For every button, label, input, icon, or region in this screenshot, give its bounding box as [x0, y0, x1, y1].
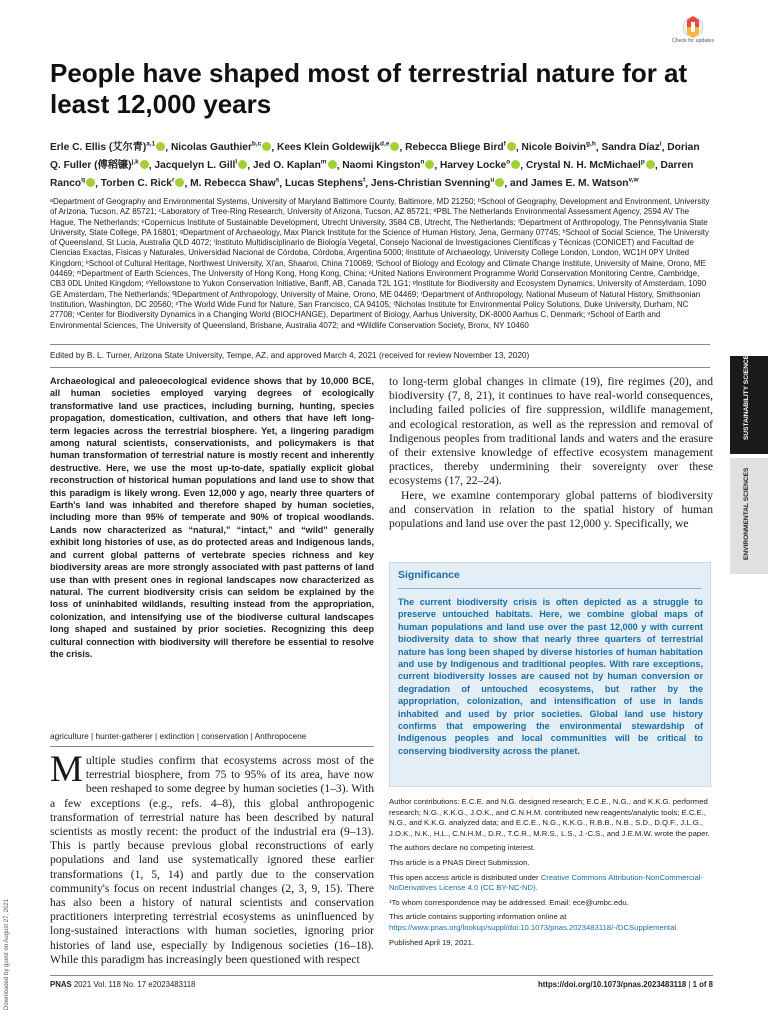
- author-affiliation-marker: o: [506, 158, 511, 166]
- divider: [50, 344, 710, 345]
- author: [101, 178, 185, 189]
- download-note: [4, 860, 14, 1020]
- author: [522, 142, 596, 153]
- orcid-icon[interactable]: [262, 142, 271, 151]
- significance-text: The current biodiversity crisis is often depicted as a struggle to preserve untouched habitats. Here, we combine global maps of human populations and land use over the past 12,000 y with current biodiversity data to show that nearly three quarters of terrestrial nature has long been shaped by diverse histories of human habitation and use by Indigenous and traditional peoples. With rare exceptions, current biodiversity losses are caused not by human conversion or degradation of untouched ecosystems, but rather by the appropriation, colonization, and intensification of use in lands inhabited and used by prior societies. Global land use history confirms that empowering the environmental stewardship of Indigenous peoples and local communities will be critical to conserving biodiversity across the planet.: [398, 597, 703, 756]
- license-note: [389, 873, 713, 894]
- author: [50, 142, 165, 153]
- author: [277, 142, 399, 153]
- author-affiliation-marker: f: [503, 141, 506, 148]
- author-contributions: Author contributions: E.C.E. and N.G. designed research; E.C.E., N.G., and K.K.G. performed research; N.G., K.K.G., J.O.K., and C.N.H.M. contributed new reagents/analytic tools; E.C.E., N.G., and K.K.G. analyzed data; and E.C.E., N.G., K.K.G., R.B.B., N.B., S.D., D.Q.F., J.L.G., J.O.K., N.K., H.L., C.N.H.M., D.R., T.C.R., M.R.S., L.S., J.-C.S., and J.E.M.W. wrote the paper.: [389, 797, 710, 838]
- author-name: Jacquelyn L. Gill: [154, 160, 236, 172]
- author-affiliation-marker: s: [275, 176, 280, 184]
- author: [510, 178, 639, 189]
- intro-paragraph: Here, we examine contemporary global patterns of biodiversity and conservation in relation to the spatial history of human populations and land use over the past 12,000 y. Specifically, we: [389, 488, 713, 531]
- orcid-icon[interactable]: [495, 178, 504, 187]
- author: [405, 142, 516, 153]
- author-name: Rebecca Bliege Bird: [405, 142, 504, 154]
- author-name: Erle C. Ellis (艾尔青): [50, 142, 147, 154]
- intro-paragraph: ultiple studies confirm that ecosystems across most of the terrestrial biosphere, from 75 to 95% of its area, have now been reshaped to some degree by human societies (1–3). With a few exceptions (e.g., refs. 4–8), this global anthropogenic transformation of terrestrial nature has been described by natural scientists as mostly recent: the product of the industrial era (9–13). This is partly because previous global reconstructions of early populations and land use systematically ignored these earlier transformations (1, 5, 14) and partly due to the conservation community's focus on recent industrial changes (2, 3, 9, 15). There has also been a history of natural scientists and conservation practitioners interpreting terrestrial ecosystems as uninfluenced by long-sustained interactions with human societies, ignoring prior histories of land use, especially by Indigenous societies (16–18). While this paradigm has increasingly been questioned with respect: [50, 754, 374, 966]
- crossmark-icon[interactable]: [673, 16, 713, 54]
- doi-link[interactable]: https://doi.org/10.1073/pnas.2023483118: [538, 980, 687, 989]
- direct-submission: This article is a PNAS Direct Submission.: [389, 857, 530, 867]
- keywords: agriculture | hunter-gatherer | extinction | conservation | Anthropocene: [50, 731, 307, 741]
- orcid-icon[interactable]: [328, 160, 337, 169]
- orcid-icon[interactable]: [156, 142, 165, 151]
- author: [154, 160, 247, 171]
- author-name: Nicole Boivin: [521, 142, 587, 154]
- author: [601, 142, 661, 153]
- author-name: Nicolas Gauthier: [170, 142, 252, 154]
- author: [253, 160, 337, 171]
- author-affiliation-marker: t: [363, 176, 366, 184]
- significance-title: Significance: [398, 569, 460, 581]
- author-name: Crystal N. H. McMichael: [525, 160, 641, 172]
- author: [190, 178, 279, 189]
- author: [371, 178, 504, 189]
- author-name: M. Rebecca Shaw: [190, 178, 276, 190]
- orcid-icon[interactable]: [390, 142, 399, 151]
- intro-paragraph: to long-term global changes in climate (19), fire regimes (20), and biodiversity (7, 8, 21), it continues to have real-world consequences, including failed policies of fire suppression, wildlife management, and ecological restoration, as well as the repression and removal of Indigenous peoples from traditional lands and waters and the erasure of their extensive knowledge of effective ecosystem management practices, thereby undermining their sovereignty over these ecosystems (17, 22–24).: [389, 375, 713, 488]
- crossmark-label: Check for updates: [671, 38, 715, 44]
- orcid-icon[interactable]: [175, 178, 184, 187]
- orcid-icon[interactable]: [425, 160, 434, 169]
- author-affiliation-marker: b,c: [251, 141, 262, 148]
- license-link[interactable]: Creative Commons Attribution-NonCommercial-NoDerivatives License 4.0 (CC BY-NC-ND).: [389, 872, 704, 893]
- download-note-text: Downloaded by guest on August 27, 2021: [4, 898, 10, 1010]
- author-affiliation-marker: u: [490, 176, 495, 184]
- author-affiliation-marker: g,h: [586, 141, 596, 148]
- author-name: Naomi Kingston: [342, 160, 421, 172]
- published-date: Published April 19, 2021.: [389, 937, 475, 947]
- section-tab-label: ENVIRONMENTAL SCIENCES: [743, 467, 750, 560]
- author: [342, 160, 434, 171]
- journal-name: PNAS: [50, 980, 72, 989]
- author-affiliation-marker: l: [235, 158, 238, 166]
- author-name: Kees Klein Goldewijk: [277, 142, 381, 154]
- author-name: Darren Ranco: [50, 160, 694, 190]
- author-affiliation-marker: j,k: [131, 158, 139, 166]
- author-name: Torben C. Rick: [100, 178, 172, 190]
- citation: 2021 Vol. 118 No. 17 e2023483118: [73, 980, 196, 989]
- supporting-info: [389, 912, 713, 933]
- author-name: Sandra Díaz: [601, 142, 660, 154]
- dropcap: M: [50, 749, 83, 790]
- author-name: Jed O. Kaplan: [252, 160, 321, 172]
- footer-citation: [50, 980, 195, 989]
- author-name: Lucas Stephens: [284, 178, 364, 190]
- orcid-icon[interactable]: [86, 178, 95, 187]
- author-affiliation-marker: d,e: [380, 141, 390, 148]
- section-tab-environmental: [730, 458, 768, 574]
- orcid-icon[interactable]: [140, 160, 149, 169]
- author-name: Dorian Q. Fuller (傅稻镰): [50, 142, 700, 172]
- license-prefix: This open access article is distributed under: [389, 872, 541, 882]
- article-title: People have shaped most of terrestrial nature for at least 12,000 years: [50, 58, 688, 119]
- author: [285, 178, 365, 189]
- si-prefix: This article contains supporting information online at: [389, 912, 567, 922]
- divider: [50, 975, 713, 976]
- abstract: Archaeological and paleoecological evidence shows that by 10,000 BCE, all human societies employed varying degrees of ecologically transformative land use practices, including burning, hunting, species propagation, domestication, cultivation, and others that have left long-term legacies across the terrestrial biosphere. Yet, a lingering paradigm among natural scientists, conservationists, and policymakers is that human transformation of terrestrial nature is mostly recent and inherently destructive. Here, we use the most up-to-date, spatially explicit global reconstruction of historical human populations and land use to show that this paradigm is likely wrong. Even 12,000 y ago, nearly three quarters of Earth's land was inhabited and therefore shaped by human societies, including more than 95% of temperate and 90% of tropical woodlands. Lands now characterized as “natural,” “intact,” and “wild” generally exhibit long histories of use, as do protected areas and Indigenous lands, and current global patterns of vertebrate species richness and key biodiversity areas are more strongly associated with past patterns of land use than with present ones in regional landscapes now characterized as natural. The current biodiversity crisis can seldom be explained by the loss of uninhabited wildlands, resulting instead from the appropriation, colonization, and intensifying use of the biodiverse cultural landscapes long shaped and sustained by prior societies. Recognizing this deep cultural connection with biodiversity will therefore be essential to resolve the crisis.: [50, 376, 374, 659]
- author-affiliation-marker: i: [659, 141, 662, 148]
- author-affiliation-marker: v,w: [628, 176, 639, 184]
- author-name: and James E. M. Watson: [510, 178, 629, 190]
- si-link[interactable]: https://www.pnas.org/lookup/suppl/doi:10.1073/pnas.2023483118/-/DCSupplemental.: [389, 922, 679, 932]
- author-name: Jens-Christian Svenning: [370, 178, 491, 190]
- author: [171, 142, 271, 153]
- orcid-icon[interactable]: [646, 160, 655, 169]
- section-tab-label: SUSTAINABILITY SCIENCE: [743, 354, 750, 440]
- edited-by: Edited by B. L. Turner, Arizona State University, Tempe, AZ, and approved March 4, 2021 (received for review November 13, 2020): [50, 350, 530, 360]
- author: [526, 160, 655, 171]
- orcid-icon[interactable]: [511, 160, 520, 169]
- divider: [398, 588, 702, 589]
- correspondence: ¹To whom correspondence may be addressed. Email: ece@umbc.edu.: [389, 897, 629, 907]
- author-affiliation-marker: a,1: [146, 141, 156, 148]
- intro-text-right: [389, 375, 713, 531]
- page-number: 1 of 8: [692, 980, 713, 989]
- article-notes: [389, 797, 713, 952]
- author: [440, 160, 520, 171]
- orcid-icon[interactable]: [507, 142, 516, 151]
- author-affiliation-marker: q: [81, 176, 86, 184]
- author-name: Harvey Locke: [440, 160, 507, 172]
- divider: [50, 746, 374, 747]
- affiliations: ᵃDepartment of Geography and Environmental Systems, University of Maryland Baltimore County, Baltimore, MD 21250; ᵇSchool of Geography, Development and Environment, University of Arizona, Tucson, AZ 85721; ᶜLaboratory of Tree-Ring Research, University of Arizona, Tucson, AZ 85721; ᵈPBL The Netherlands Environmental Assessment Agency, 2594 AV The Hague, The Netherlands; ᵉCopernicus Institute of Sustainable Development, Utrecht University, 3584 CB, Utrecht, The Netherlands; ᶠDepartment of Anthropology, The Pennsylvania State University, State College, PA 16801; ᵍDepartment of Archaeology, Max Planck Institute for the Science of Human History, Jena, Germany 07745; ʰSchool of Social Science, The University of Queensland, St Lucia, Australia QLD 4072; ⁱInstituto Multidisciplinario de Biología Vegetal, Consejo Nacional de Investigaciones Científicas y Técnicas (CONICET) and Facultad de Ciencias Exactas, Físicas y Naturales, Universidad Nacional de Córdoba, Córdoba, Argentina 5000; ʲInstitute of Archaeology, University College London, London, WC1H 0PY United Kingdom; ᵏSchool of Cultural Heritage, Northwest University, Xi'an, Shaanxi, China 710069; ˡSchool of Biology and Ecology and Climate Change Institute, University of Maine, Orono, ME 04469; ᵐDepartment of Earth Sciences, The University of Hong Kong, Hong Kong, China; ⁿUnited Nations Environment Programme World Conservation Monitoring Centre, Cambridge, CB3 0DL United Kingdom; ᵒYellowstone to Yukon Conservation Initiative, Banff, AB, Canada T2L 1G1; ᵖInstitute for Biodiversity and Ecosystem Dynamics, University of Amsterdam, 1090 GE Amsterdam, The Netherlands; ᑫDepartment of Anthropology, University of Maine, Orono, ME 04469; ʳDepartment of Anthropology, National Museum of Natural History, Smithsonian Institution, Washington, DC 20560; ˢThe World Wide Fund for Nature, San Francisco, CA 94105; ᵗNicholas Institute for Environmental Policy Solutions, Duke University, Durham, NC 27708; ᵘCenter for Biodiversity Dynamics in a Changing World (BIOCHANGE), Department of Biology, Aarhus University, DK-8000 Aarhus C, Denmark; ᵛSchool of Earth and Environmental Sciences, The University of Queensland, Brisbane, Australia 4072; and ʷWildlife Conservation Society, Bronx, NY 10460: [50, 197, 710, 330]
- divider: [50, 367, 710, 368]
- author-affiliation-marker: p: [640, 158, 645, 166]
- section-tab-sustainability: [730, 356, 768, 454]
- author-affiliation-marker: m: [320, 158, 327, 166]
- author-affiliation-marker: n: [420, 158, 425, 166]
- competing-interest: The authors declare no competing interest.: [389, 843, 536, 853]
- author-affiliation-marker: r: [171, 176, 175, 184]
- orcid-icon[interactable]: [238, 160, 247, 169]
- footer-doi: https://doi.org/10.1073/pnas.2023483118 | 1 of 8: [538, 980, 713, 989]
- intro-text-left: [50, 749, 374, 967]
- author-list: Erle C. Ellis (艾尔青)$^{a,1}$ , Nicolas Gauthier$^{b,c}$ , Kees Klein Goldewijk$^{d,e}$ , Rebecca Bliege Bird$^f$ , Nicole Boivin$^{g,h}$, Sandra Díaz$^i$, Dorian Q. Fuller (傅稻镰)$^{j,k}$ , Jacquelyn L. Gill$^l$ , Jed O. Kaplan$^m$ , Naomi Kingston$^n$ , Harvey Locke$^o$ , Crystal N. H. McMichael$^p$ , Darren Ranco$^q$ , Torben C. Rick$^r$ , M. Rebecca Shaw$^s$, Lucas Stephens$^t$, Jens-Christian Svenning$^u$ , and James E. M. Watson$^{v,w}$: [50, 141, 700, 190]
